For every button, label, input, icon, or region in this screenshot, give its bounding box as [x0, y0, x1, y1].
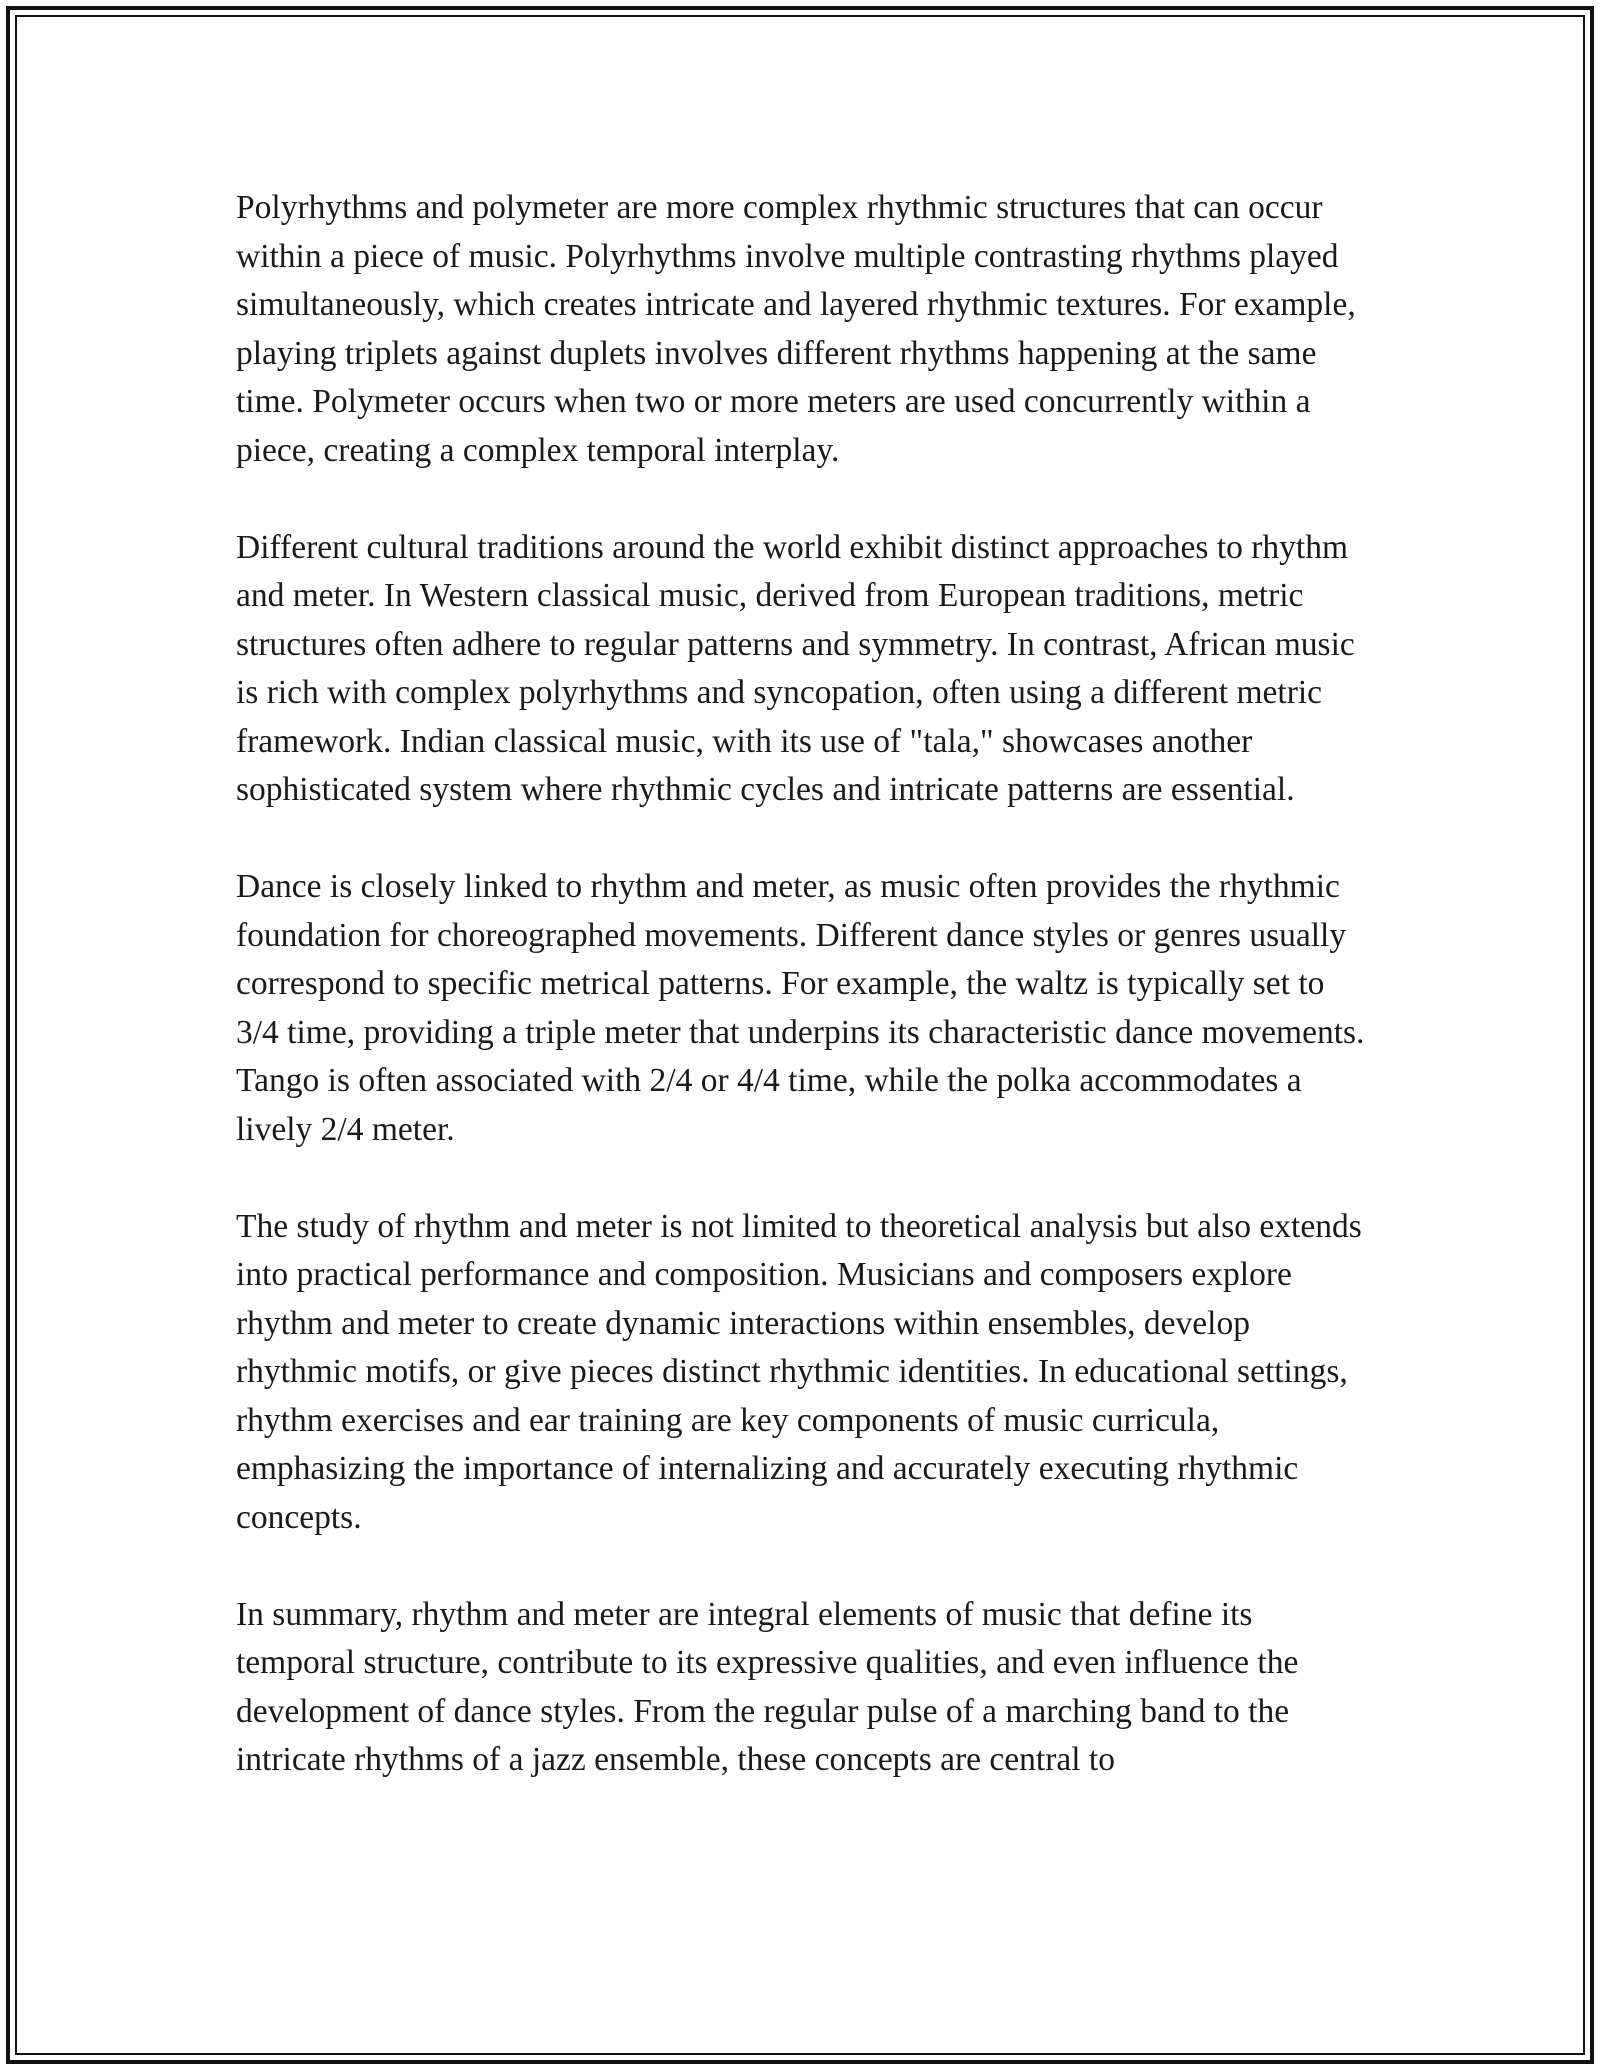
- document-body: [236, 184, 1366, 1785]
- paragraph-study: The study of rhythm and meter is not limited to theoretical analysis but also extends into practical performance and composition. Musicians and composers explore rhythm and meter to create dynamic interactions within ensembles, develop rhythmic motifs, or give pieces distinct rhythmic identities. In educational settings, rhythm exercises and ear training are key components of music curricula, emphasizing the importance of internalizing and accurately executing rhythmic concepts.: [236, 1207, 1362, 1536]
- paragraph-summary: In summary, rhythm and meter are integral elements of music that define its temporal structure, contribute to its expressive qualities, and even influence the development of dance styles. From the regular pulse of a marching band to the intricate rhythms of a jazz ensemble, these concepts are central to: [236, 1595, 1299, 1778]
- paragraph-cultural-traditions: Different cultural traditions around the world exhibit distinct approaches to rhythm and meter. In Western classical music, derived from European traditions, metric structures often adhere to regular patterns and symmetry. In contrast, African music is rich with complex polyrhythms and syncopation, often using a different metric framework. Indian classical music, with its use of "tala," showcases another sophisticated system where rhythmic cycles and intricate patterns are essential.: [236, 528, 1355, 808]
- paragraph-dance: Dance is closely linked to rhythm and meter, as music often provides the rhythmic foundation for choreographed movements. Different dance styles or genres usually correspond to specific metrical patterns. For example, the waltz is typically set to 3/4 time, providing a triple meter that underpins its characteristic dance movements. Tango is often associated with 2/4 or 4/4 time, while the polka accommodates a lively 2/4 meter.: [236, 868, 1365, 1148]
- paragraph-polyrhythms: Polyrhythms and polymeter are more complex rhythmic structures that can occur within a piece of music. Polyrhythms involve multiple contrasting rhythms played simultaneously, which creates intricate and layered rhythmic textures. For example, playing triplets against duplets involves different rhythms happening at the same time. Polymeter occurs when two or more meters are used concurrently within a piece, creating a complex temporal interplay.: [236, 189, 1356, 469]
